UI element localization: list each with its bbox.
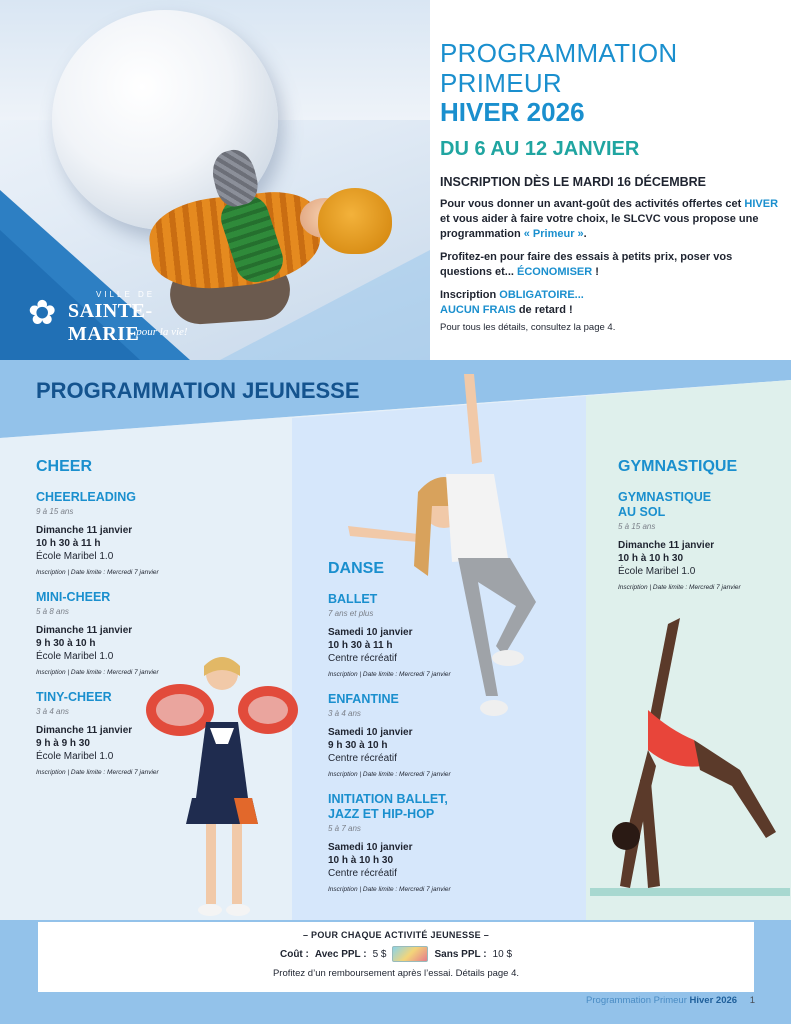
logo-name-text: SAINTE-MARIE [68,300,153,345]
activity-time: 10 h 30 à 11 h [328,640,393,651]
activity-location: Centre récréatif [328,753,397,764]
flower-logo-icon: ✿ [28,294,57,332]
refund-note: Profitez d’un remboursement après l’essai. Détails page 4. [272,968,520,979]
activity-title-line-2: AU SOL [618,505,666,519]
cost-label: Coût : [279,948,309,960]
activity-title[interactable]: BALLET [328,592,378,606]
intro-hiver: HIVER [744,198,779,210]
activity-time: 9 h 30 à 10 h [36,638,96,649]
activity-date: Samedi 10 janvier [328,627,413,638]
activity-title-line-1: GYMNASTIQUE [618,490,712,504]
without-ppl-price: 10 $ [492,948,513,960]
activity-title[interactable] [618,490,778,520]
intro-primeur: « Primeur » [523,228,584,240]
activity-location: École Maribel 1.0 [36,551,114,562]
activity-date: Dimanche 11 janvier [618,540,715,551]
activity-age: 3 à 4 ans [328,709,361,718]
activity-deadline: Inscription | Date limite : Mercredi 7 janvier [618,584,741,591]
activity-age: 3 à 4 ans [36,707,69,716]
savings-economiser: ÉCONOMISER [517,266,593,278]
dancer-photo [348,366,558,726]
activity-time: 10 h à 10 h 30 [618,553,684,564]
title-line-2: PRIMEUR [440,68,562,98]
mandatory-obligatoire: OBLIGATOIRE... [499,289,584,301]
activity-date: Dimanche 11 janvier [36,625,133,636]
activity-location: Centre récréatif [328,868,397,879]
category-danse: DANSE [328,560,385,577]
activity-time: 10 h à 10 h 30 [328,855,394,866]
activity-deadline: Inscription | Date limite : Mercredi 7 janvier [328,771,451,778]
activity-age: 5 à 8 ans [36,607,69,616]
activity-time: 9 h 30 à 10 h [328,740,388,751]
activity-location: École Maribel 1.0 [36,751,114,762]
intro-paragraph [440,197,782,242]
activity-title[interactable]: CHEERLEADING [36,490,137,504]
activity-time: 10 h 30 à 11 h [36,538,101,549]
page-number: 1 [749,995,755,1006]
intro-text-b: et vous aider à faire votre choix, le SLCVC vous propose une programmation [440,213,759,240]
footer-season: Hiver 2026 [689,995,738,1006]
with-ppl-label: Avec PPL : [314,948,367,960]
activity-location: École Maribel 1.0 [36,651,114,662]
fee-box [38,922,754,992]
mandatory-text-b: de retard ! [515,304,573,316]
activity-date: Samedi 10 janvier [328,842,413,853]
registration-date: INSCRIPTION DÈS LE MARDI 16 DÉCEMBRE [440,175,707,189]
title-season: HIVER 2026 [440,97,585,127]
activity-title[interactable]: ENFANTINE [328,692,399,706]
activity-title[interactable] [328,792,548,822]
activity-time: 9 h à 9 h 30 [36,738,90,749]
activity-title[interactable]: TINY-CHEER [36,690,112,704]
with-ppl-price: 5 $ [372,948,387,960]
activity-age: 5 à 7 ans [328,824,361,833]
page-footer [586,995,755,1006]
category-gymnastique: GYMNASTIQUE [618,458,738,475]
mandatory-paragraph [440,288,782,318]
activity-date: Dimanche 11 janvier [36,525,133,536]
details-note: Pour tous les détails, consultez la page 4. [440,322,616,333]
footer-text: Programmation Primeur [586,995,687,1006]
savings-paragraph [440,250,782,280]
ppl-card-icon [392,946,428,962]
hero-text [440,38,782,333]
activity-location: Centre récréatif [328,653,397,664]
activity-deadline: Inscription | Date limite : Mercredi 7 janvier [328,671,451,678]
gymnast-photo [590,610,790,900]
activity-age: 9 à 15 ans [36,507,74,516]
gym-column [618,458,778,591]
activity-age: 5 à 15 ans [618,522,656,531]
savings-text-a: Profitez-en pour faire des essais à petits prix, poser vos questions et... [440,251,733,278]
activity-age: 7 ans et plus [328,609,374,618]
mandatory-text-a: Inscription [440,289,500,301]
fee-title: – POUR CHAQUE ACTIVITÉ JEUNESSE – [302,930,490,940]
savings-text-b: ! [592,266,599,278]
cheerleader-photo [140,648,300,932]
category-cheer: CHEER [36,458,93,475]
activity-date: Samedi 10 janvier [328,727,413,738]
city-logo[interactable] [28,290,188,346]
section-title: PROGRAMMATION JEUNESSE [36,378,360,403]
activity-deadline: Inscription | Date limite : Mercredi 7 janvier [36,769,159,776]
activity-deadline: Inscription | Date limite : Mercredi 7 janvier [328,886,451,893]
logo-tagline: ...pour la vie! [128,326,188,338]
fee-row [38,946,754,962]
intro-text-a: Pour vous donner un avant-goût des activités offertes cet [440,198,745,210]
activity-title[interactable]: MINI-CHEER [36,590,111,604]
activity-title-line-1: INITIATION BALLET, [328,792,448,806]
without-ppl-label: Sans PPL : [434,948,487,960]
program-dates: DU 6 AU 12 JANVIER [440,138,640,160]
activity-location: École Maribel 1.0 [618,566,696,577]
activity-date: Dimanche 11 janvier [36,725,133,736]
activity-deadline: Inscription | Date limite : Mercredi 7 janvier [36,569,159,576]
hero [0,0,791,360]
activity-title-line-2: JAZZ ET HIP-HOP [328,807,435,821]
mandatory-aucun-frais: AUCUN FRAIS [440,304,516,316]
title-line-1: PROGRAMMATION [440,38,678,68]
intro-text-c: . [583,228,587,240]
logo-ville-text: VILLE DE [96,290,156,299]
activity-deadline: Inscription | Date limite : Mercredi 7 janvier [36,669,159,676]
